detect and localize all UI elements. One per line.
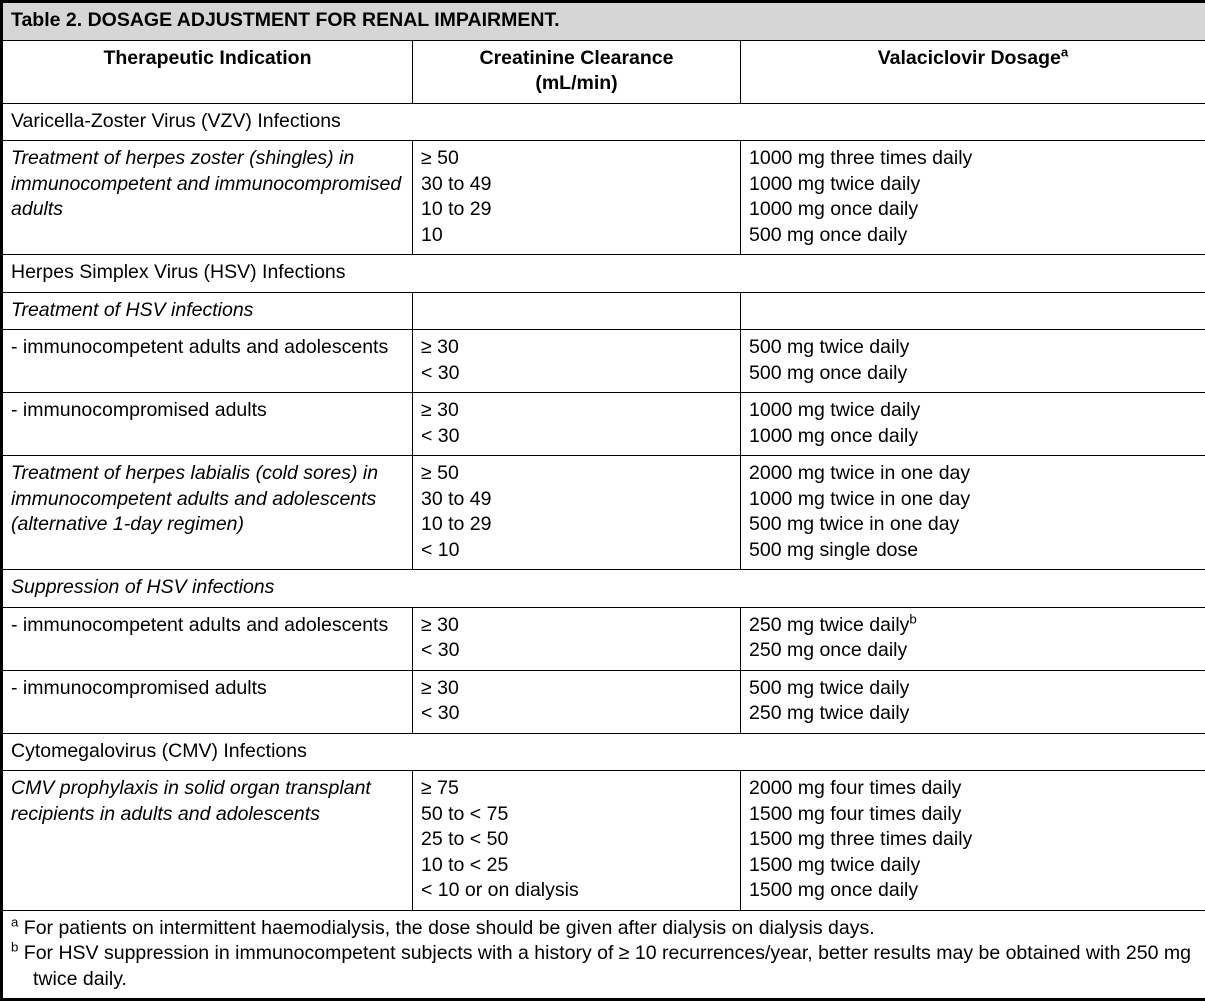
table-row [2, 330, 1205, 393]
cell-creatinine-clearance-line: ≥ 50 [421, 146, 732, 172]
section-band-label: Varicella-Zoster Virus (VZV) Infections [2, 103, 1205, 141]
cell-creatinine-clearance-line: < 10 [421, 538, 732, 564]
footnote-b [11, 941, 1197, 992]
cell-creatinine-clearance-line: ≥ 50 [421, 461, 732, 487]
table-row [2, 670, 1205, 733]
footnotes-row [2, 910, 1205, 1000]
cell-creatinine-clearance-line: < 10 or on dialysis [421, 878, 732, 904]
table-row [2, 456, 1205, 570]
cell-valaciclovir-dosage [741, 141, 1205, 255]
cell-indication: CMV prophylaxis in solid organ transplant recipients in adults and adolescents [2, 771, 413, 911]
cell-indication: - immunocompetent adults and adolescents [2, 607, 413, 670]
table-title: Table 2. DOSAGE ADJUSTMENT FOR RENAL IMPAIRMENT. [2, 2, 1205, 41]
footnote-text: For HSV suppression in immunocompetent subjects with a history of ≥ 10 recurrences/year, better results may be obtained with 250 mg twice daily. [18, 942, 1191, 990]
footnotes [2, 910, 1205, 1000]
cell-valaciclovir-dosage-line: 1000 mg once daily [749, 197, 1197, 223]
table-row [2, 607, 1205, 670]
cell-creatinine-clearance [413, 670, 741, 733]
cell-creatinine-clearance-line: < 30 [421, 638, 732, 664]
cell-indication: Treatment of herpes labialis (cold sores) in immunocompetent adults and adolescents (alternative 1-day regimen) [2, 456, 413, 570]
cell-valaciclovir-dosage [741, 393, 1205, 456]
cell-creatinine-clearance-line: 30 to 49 [421, 172, 732, 198]
section-band-row [2, 570, 1205, 608]
table-row [2, 141, 1205, 255]
cell-creatinine-clearance-line: < 30 [421, 701, 732, 727]
footnote-marker-a-icon: a [11, 914, 18, 929]
footnote-marker-b-icon: b [11, 940, 18, 955]
table-row [2, 393, 1205, 456]
cell-valaciclovir-dosage [741, 330, 1205, 393]
cell-valaciclovir-dosage [741, 771, 1205, 911]
cell-valaciclovir-dosage-line: 1000 mg twice daily [749, 172, 1197, 198]
cell-indication: - immunocompromised adults [2, 393, 413, 456]
cell-creatinine-clearance-line: 10 [421, 223, 732, 249]
cell-indication: - immunocompromised adults [2, 670, 413, 733]
cell-valaciclovir-dosage-line: 500 mg twice daily [749, 335, 1197, 361]
cell-creatinine-clearance [413, 607, 741, 670]
table-title-row [2, 2, 1205, 41]
footnote-marker-b-icon: b [909, 611, 916, 626]
cell-valaciclovir-dosage-line: 500 mg twice in one day [749, 512, 1197, 538]
cell-valaciclovir-dosage-line: 1000 mg twice daily [749, 398, 1197, 424]
cell-valaciclovir-dosage-line: 1000 mg once daily [749, 424, 1197, 450]
cell-valaciclovir-dosage-line: 2000 mg four times daily [749, 776, 1197, 802]
cell-creatinine-clearance-line: 50 to < 75 [421, 802, 732, 828]
cell-creatinine-clearance [413, 141, 741, 255]
cell-valaciclovir-dosage-line: 1000 mg twice in one day [749, 487, 1197, 513]
cell-creatinine-clearance [413, 292, 741, 330]
column-header-clearance-line1: Creatinine Clearance [421, 46, 732, 72]
cell-creatinine-clearance-line: < 30 [421, 361, 732, 387]
cell-indication: - immunocompetent adults and adolescents [2, 330, 413, 393]
column-header-clearance-line2: (mL/min) [421, 71, 732, 97]
cell-valaciclovir-dosage-line: 250 mg once daily [749, 638, 1197, 664]
cell-creatinine-clearance-line: 10 to < 25 [421, 853, 732, 879]
cell-valaciclovir-dosage-line: 1500 mg twice daily [749, 853, 1197, 879]
section-band-label: Cytomegalovirus (CMV) Infections [2, 733, 1205, 771]
cell-creatinine-clearance [413, 330, 741, 393]
table-row [2, 292, 1205, 330]
cell-indication: Treatment of HSV infections [2, 292, 413, 330]
footnote-marker-a-icon: a [1061, 44, 1068, 59]
footnote-a [11, 916, 1197, 942]
cell-creatinine-clearance-line: ≥ 30 [421, 613, 732, 639]
table-body [2, 2, 1205, 1000]
cell-valaciclovir-dosage [741, 292, 1205, 330]
cell-creatinine-clearance-line: 30 to 49 [421, 487, 732, 513]
cell-creatinine-clearance-line: ≥ 30 [421, 335, 732, 361]
cell-valaciclovir-dosage-line: 1000 mg three times daily [749, 146, 1197, 172]
section-band-row [2, 103, 1205, 141]
section-band-row [2, 733, 1205, 771]
column-header-indication: Therapeutic Indication [2, 40, 413, 103]
column-header-creatinine-clearance [413, 40, 741, 103]
cell-valaciclovir-dosage-line: 1500 mg once daily [749, 878, 1197, 904]
cell-creatinine-clearance-line: 10 to 29 [421, 197, 732, 223]
cell-valaciclovir-dosage-line: 1500 mg three times daily [749, 827, 1197, 853]
cell-valaciclovir-dosage-line: 500 mg once daily [749, 223, 1197, 249]
section-band-row [2, 255, 1205, 293]
cell-creatinine-clearance-line: ≥ 75 [421, 776, 732, 802]
cell-valaciclovir-dosage [741, 456, 1205, 570]
cell-valaciclovir-dosage [741, 607, 1205, 670]
cell-creatinine-clearance-line: < 30 [421, 424, 732, 450]
cell-valaciclovir-dosage [741, 670, 1205, 733]
cell-creatinine-clearance [413, 456, 741, 570]
cell-creatinine-clearance-line: ≥ 30 [421, 676, 732, 702]
section-band-label: Herpes Simplex Virus (HSV) Infections [2, 255, 1205, 293]
cell-valaciclovir-dosage-line: 250 mg twice daily$^b$ [749, 613, 1197, 639]
cell-valaciclovir-dosage-line: 500 mg once daily [749, 361, 1197, 387]
cell-creatinine-clearance-line: 10 to 29 [421, 512, 732, 538]
footnote-text: For patients on intermittent haemodialysis, the dose should be given after dialysis on dialysis days. [18, 917, 874, 939]
section-band-label: Suppression of HSV infections [2, 570, 1205, 608]
cell-valaciclovir-dosage-line: 500 mg single dose [749, 538, 1197, 564]
cell-creatinine-clearance [413, 771, 741, 911]
column-header-row [2, 40, 1205, 103]
cell-creatinine-clearance-line: ≥ 30 [421, 398, 732, 424]
cell-indication: Treatment of herpes zoster (shingles) in immunocompetent and immunocompromised adults [2, 141, 413, 255]
cell-valaciclovir-dosage-line: 500 mg twice daily [749, 676, 1197, 702]
cell-valaciclovir-dosage-line: 2000 mg twice in one day [749, 461, 1197, 487]
column-header-valaciclovir-dosage [741, 40, 1205, 103]
column-header-dosage-label: Valaciclovir Dosage [878, 47, 1061, 69]
table-row [2, 771, 1205, 911]
cell-valaciclovir-dosage-line: 1500 mg four times daily [749, 802, 1197, 828]
cell-creatinine-clearance [413, 393, 741, 456]
cell-creatinine-clearance-line: 25 to < 50 [421, 827, 732, 853]
cell-valaciclovir-dosage-line: 250 mg twice daily [749, 701, 1197, 727]
